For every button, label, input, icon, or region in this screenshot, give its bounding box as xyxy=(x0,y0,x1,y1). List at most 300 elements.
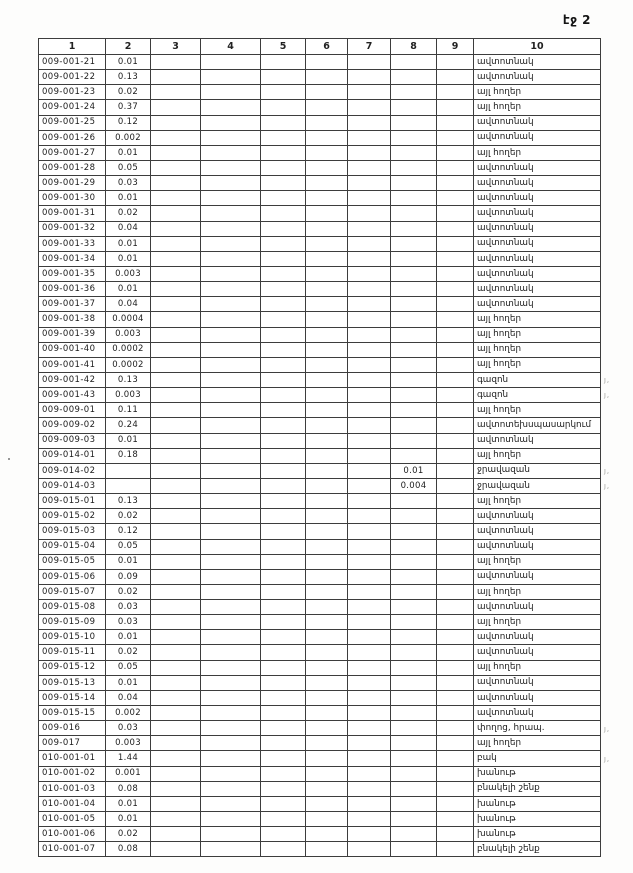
table-row xyxy=(39,357,601,372)
cell-col7 xyxy=(348,282,391,297)
cell-col5 xyxy=(261,630,306,645)
cell-col3 xyxy=(151,721,201,736)
cell-col6 xyxy=(306,236,348,251)
table-row xyxy=(39,191,601,206)
cell-col8 xyxy=(391,509,437,524)
cell-land-use: ավտոտնակ xyxy=(474,55,601,70)
cell-col7 xyxy=(348,494,391,509)
cell-parcel-code: 010-001-07 xyxy=(39,842,106,857)
cell-col9 xyxy=(437,569,474,584)
cell-col4 xyxy=(201,100,261,115)
cell-col8 xyxy=(391,327,437,342)
cell-col4 xyxy=(201,736,261,751)
cell-area: 0.02 xyxy=(106,85,151,100)
cell-land-use: ավտոտնակ xyxy=(474,630,601,645)
cell-col6 xyxy=(306,494,348,509)
cell-col4 xyxy=(201,236,261,251)
cell-area: 0.12 xyxy=(106,115,151,130)
cell-col8 xyxy=(391,706,437,721)
cell-col9 xyxy=(437,660,474,675)
column-header: 8 xyxy=(391,39,437,55)
cell-col3 xyxy=(151,630,201,645)
column-header: 2 xyxy=(106,39,151,55)
cell-col3 xyxy=(151,191,201,206)
cell-col6 xyxy=(306,827,348,842)
cell-area: 0.08 xyxy=(106,781,151,796)
cell-col8 xyxy=(391,160,437,175)
table-row xyxy=(39,796,601,811)
table-row xyxy=(39,721,601,736)
cell-col5 xyxy=(261,675,306,690)
cell-col9 xyxy=(437,524,474,539)
cell-area: 0.18 xyxy=(106,448,151,463)
cell-col7 xyxy=(348,115,391,130)
cell-col7 xyxy=(348,297,391,312)
cell-col3 xyxy=(151,236,201,251)
cell-col5 xyxy=(261,85,306,100)
cell-parcel-code: 009-009-01 xyxy=(39,403,106,418)
cell-col3 xyxy=(151,100,201,115)
cell-land-use: ավտոտնակ xyxy=(474,690,601,705)
cell-col9 xyxy=(437,251,474,266)
cell-col6 xyxy=(306,721,348,736)
cell-area: 0.003 xyxy=(106,327,151,342)
cell-col4 xyxy=(201,221,261,236)
cell-area: 0.13 xyxy=(106,372,151,387)
table-row xyxy=(39,690,601,705)
cell-col7 xyxy=(348,372,391,387)
cell-col5 xyxy=(261,463,306,478)
cell-land-use: խանութ xyxy=(474,827,601,842)
cell-land-use: այլ հողեր xyxy=(474,327,601,342)
cell-col4 xyxy=(201,191,261,206)
cell-col4 xyxy=(201,584,261,599)
cell-col9 xyxy=(437,191,474,206)
cell-area: 0.01 xyxy=(106,282,151,297)
cell-parcel-code: 009-015-02 xyxy=(39,509,106,524)
cell-col8 xyxy=(391,539,437,554)
cell-col6 xyxy=(306,615,348,630)
cell-parcel-code: 009-001-25 xyxy=(39,115,106,130)
cell-parcel-code: 009-001-32 xyxy=(39,221,106,236)
table-body xyxy=(39,55,601,857)
cell-col7 xyxy=(348,403,391,418)
cell-col7 xyxy=(348,130,391,145)
cell-land-use: խանութ xyxy=(474,766,601,781)
cell-area: 0.12 xyxy=(106,524,151,539)
cell-col8: 0.01 xyxy=(391,463,437,478)
page-number-label: էջ 2 xyxy=(562,13,591,27)
cell-col3 xyxy=(151,766,201,781)
cell-col6 xyxy=(306,342,348,357)
cell-col5 xyxy=(261,569,306,584)
cell-area: 0.04 xyxy=(106,690,151,705)
table-row xyxy=(39,751,601,766)
cell-area xyxy=(106,463,151,478)
cell-col3 xyxy=(151,282,201,297)
cell-col8: 0.004 xyxy=(391,478,437,493)
cell-col7 xyxy=(348,312,391,327)
cell-col4 xyxy=(201,675,261,690)
cell-col9 xyxy=(437,221,474,236)
cell-parcel-code: 009-001-38 xyxy=(39,312,106,327)
cell-col9 xyxy=(437,160,474,175)
cell-col9 xyxy=(437,312,474,327)
cell-col5 xyxy=(261,251,306,266)
cell-land-use: ավտոտնակ xyxy=(474,645,601,660)
cell-col8 xyxy=(391,372,437,387)
cell-col8 xyxy=(391,524,437,539)
cell-col5 xyxy=(261,433,306,448)
table-row xyxy=(39,372,601,387)
cell-col8 xyxy=(391,494,437,509)
table-row xyxy=(39,85,601,100)
cell-col5 xyxy=(261,584,306,599)
parcel-table xyxy=(38,38,601,857)
cell-col7 xyxy=(348,55,391,70)
cell-col6 xyxy=(306,751,348,766)
cell-col6 xyxy=(306,781,348,796)
cell-col3 xyxy=(151,388,201,403)
cell-col4 xyxy=(201,206,261,221)
cell-area: 0.02 xyxy=(106,584,151,599)
scan-speck xyxy=(8,458,10,460)
cell-area: 0.01 xyxy=(106,191,151,206)
cell-col9 xyxy=(437,645,474,660)
cell-col8 xyxy=(391,569,437,584)
cell-col6 xyxy=(306,388,348,403)
cell-parcel-code: 009-001-29 xyxy=(39,176,106,191)
table-row xyxy=(39,554,601,569)
cell-col4 xyxy=(201,418,261,433)
table-row xyxy=(39,812,601,827)
cell-parcel-code: 009-001-26 xyxy=(39,130,106,145)
cell-col7 xyxy=(348,842,391,857)
cell-col4 xyxy=(201,448,261,463)
cell-area: 0.0002 xyxy=(106,342,151,357)
cell-col5 xyxy=(261,478,306,493)
table-row xyxy=(39,706,601,721)
cell-col3 xyxy=(151,327,201,342)
cell-col9 xyxy=(437,781,474,796)
cell-area: 0.01 xyxy=(106,251,151,266)
table-row xyxy=(39,433,601,448)
cell-col4 xyxy=(201,463,261,478)
cell-col3 xyxy=(151,615,201,630)
cell-land-use: փողոց, հրապ. xyxy=(474,721,601,736)
cell-col5 xyxy=(261,766,306,781)
cell-col3 xyxy=(151,372,201,387)
cell-col7 xyxy=(348,766,391,781)
cell-col8 xyxy=(391,297,437,312)
cell-col8 xyxy=(391,221,437,236)
cell-col4 xyxy=(201,494,261,509)
cell-col6 xyxy=(306,812,348,827)
cell-col8 xyxy=(391,600,437,615)
cell-col9 xyxy=(437,145,474,160)
cell-parcel-code: 009-015-09 xyxy=(39,615,106,630)
cell-col9 xyxy=(437,388,474,403)
cell-col6 xyxy=(306,191,348,206)
cell-col5 xyxy=(261,812,306,827)
cell-col8 xyxy=(391,842,437,857)
cell-parcel-code: 009-001-27 xyxy=(39,145,106,160)
table-row xyxy=(39,827,601,842)
cell-col3 xyxy=(151,342,201,357)
cell-parcel-code: 009-014-03 xyxy=(39,478,106,493)
cell-col5 xyxy=(261,388,306,403)
cell-col5 xyxy=(261,282,306,297)
cell-land-use: այլ հողեր xyxy=(474,145,601,160)
cell-col3 xyxy=(151,494,201,509)
cell-col9 xyxy=(437,297,474,312)
cell-col7 xyxy=(348,357,391,372)
cell-col7 xyxy=(348,191,391,206)
cell-col9 xyxy=(437,115,474,130)
cell-col3 xyxy=(151,645,201,660)
table-row xyxy=(39,781,601,796)
cell-col4 xyxy=(201,342,261,357)
cell-col4 xyxy=(201,509,261,524)
cell-col8 xyxy=(391,630,437,645)
cell-col3 xyxy=(151,827,201,842)
table-row xyxy=(39,403,601,418)
cell-col9 xyxy=(437,372,474,387)
cell-col8 xyxy=(391,645,437,660)
cell-col7 xyxy=(348,433,391,448)
cell-col7 xyxy=(348,706,391,721)
cell-col7 xyxy=(348,266,391,281)
table-row xyxy=(39,509,601,524)
cell-col4 xyxy=(201,160,261,175)
cell-col3 xyxy=(151,70,201,85)
cell-col6 xyxy=(306,842,348,857)
cell-col7 xyxy=(348,645,391,660)
cell-col5 xyxy=(261,494,306,509)
cell-col5 xyxy=(261,690,306,705)
cell-col3 xyxy=(151,55,201,70)
cell-land-use: ավտոտնակ xyxy=(474,191,601,206)
column-header: 10 xyxy=(474,39,601,55)
cell-area: 0.24 xyxy=(106,418,151,433)
cell-col5 xyxy=(261,796,306,811)
cell-col7 xyxy=(348,584,391,599)
cell-area: 0.05 xyxy=(106,539,151,554)
cell-col3 xyxy=(151,706,201,721)
cell-col6 xyxy=(306,554,348,569)
cell-col5 xyxy=(261,615,306,630)
table-row xyxy=(39,176,601,191)
cell-col7 xyxy=(348,827,391,842)
cell-col3 xyxy=(151,690,201,705)
cell-parcel-code: 009-015-04 xyxy=(39,539,106,554)
cell-area: 0.04 xyxy=(106,297,151,312)
cell-col5 xyxy=(261,327,306,342)
column-header: 3 xyxy=(151,39,201,55)
cell-col6 xyxy=(306,645,348,660)
cell-col8 xyxy=(391,812,437,827)
cell-col5 xyxy=(261,266,306,281)
cell-col8 xyxy=(391,827,437,842)
cell-col8 xyxy=(391,251,437,266)
cell-land-use: խանութ xyxy=(474,796,601,811)
cell-col3 xyxy=(151,251,201,266)
cell-col5 xyxy=(261,191,306,206)
cell-col3 xyxy=(151,85,201,100)
cell-parcel-code: 009-001-41 xyxy=(39,357,106,372)
cell-col7 xyxy=(348,675,391,690)
cell-parcel-code: 009-015-14 xyxy=(39,690,106,705)
cell-col9 xyxy=(437,600,474,615)
cell-col5 xyxy=(261,342,306,357)
cell-land-use: ավտոտնակ xyxy=(474,297,601,312)
cell-parcel-code: 009-009-03 xyxy=(39,433,106,448)
table-row xyxy=(39,630,601,645)
cell-col9 xyxy=(437,690,474,705)
cell-col9 xyxy=(437,539,474,554)
cell-col3 xyxy=(151,221,201,236)
cell-col7 xyxy=(348,812,391,827)
cell-col9 xyxy=(437,751,474,766)
cell-land-use: այլ հողեր xyxy=(474,494,601,509)
cell-col6 xyxy=(306,85,348,100)
cell-col9 xyxy=(437,357,474,372)
cell-col3 xyxy=(151,569,201,584)
cell-col3 xyxy=(151,584,201,599)
cell-area: 0.003 xyxy=(106,266,151,281)
cell-parcel-code: 009-015-10 xyxy=(39,630,106,645)
table-row xyxy=(39,388,601,403)
cell-parcel-code: 009-001-34 xyxy=(39,251,106,266)
cell-col8 xyxy=(391,584,437,599)
table-row xyxy=(39,524,601,539)
cell-col9 xyxy=(437,478,474,493)
cell-col4 xyxy=(201,796,261,811)
cell-land-use: այլ հողեր xyxy=(474,312,601,327)
cell-col3 xyxy=(151,145,201,160)
cell-col3 xyxy=(151,206,201,221)
cell-parcel-code: 009-001-28 xyxy=(39,160,106,175)
cell-col9 xyxy=(437,70,474,85)
cell-col7 xyxy=(348,600,391,615)
cell-col4 xyxy=(201,600,261,615)
cell-parcel-code: 009-015-13 xyxy=(39,675,106,690)
cell-col8 xyxy=(391,312,437,327)
cell-area: 0.002 xyxy=(106,130,151,145)
cell-col8 xyxy=(391,736,437,751)
cell-col6 xyxy=(306,418,348,433)
cell-col6 xyxy=(306,145,348,160)
cell-col7 xyxy=(348,236,391,251)
cell-col4 xyxy=(201,827,261,842)
cell-land-use: այլ հողեր xyxy=(474,554,601,569)
cell-col5 xyxy=(261,509,306,524)
cell-col3 xyxy=(151,266,201,281)
cell-col8 xyxy=(391,433,437,448)
cell-col6 xyxy=(306,160,348,175)
cell-area: 0.02 xyxy=(106,645,151,660)
cell-col6 xyxy=(306,221,348,236)
cell-col4 xyxy=(201,721,261,736)
cell-col7 xyxy=(348,388,391,403)
cell-col7 xyxy=(348,176,391,191)
cell-col9 xyxy=(437,130,474,145)
table-row xyxy=(39,448,601,463)
cell-land-use: ավտոտնակ xyxy=(474,115,601,130)
column-header: 7 xyxy=(348,39,391,55)
cell-col7 xyxy=(348,206,391,221)
cell-parcel-code: 009-015-05 xyxy=(39,554,106,569)
cell-land-use: խանութ xyxy=(474,812,601,827)
cell-col3 xyxy=(151,176,201,191)
cell-area: 0.001 xyxy=(106,766,151,781)
cell-land-use: այլ հողեր xyxy=(474,100,601,115)
cell-col9 xyxy=(437,206,474,221)
cell-land-use: ավտոտնակ xyxy=(474,282,601,297)
cell-land-use: ջրավազան xyxy=(474,463,601,478)
cell-col7 xyxy=(348,796,391,811)
cell-col6 xyxy=(306,206,348,221)
cell-col8 xyxy=(391,675,437,690)
cell-col4 xyxy=(201,312,261,327)
cell-col9 xyxy=(437,403,474,418)
cell-col6 xyxy=(306,251,348,266)
cell-area: 0.01 xyxy=(106,796,151,811)
cell-col7 xyxy=(348,448,391,463)
cell-col3 xyxy=(151,660,201,675)
cell-col7 xyxy=(348,221,391,236)
table-row xyxy=(39,494,601,509)
cell-col6 xyxy=(306,70,348,85)
cell-land-use: ավտոտնակ xyxy=(474,539,601,554)
cell-col6 xyxy=(306,509,348,524)
cell-col8 xyxy=(391,282,437,297)
cell-col3 xyxy=(151,600,201,615)
cell-area: 0.03 xyxy=(106,600,151,615)
cell-col8 xyxy=(391,206,437,221)
cell-col6 xyxy=(306,630,348,645)
table-row xyxy=(39,539,601,554)
cell-land-use: ավտոտնակ xyxy=(474,251,601,266)
cell-col9 xyxy=(437,85,474,100)
cell-col5 xyxy=(261,554,306,569)
cell-col3 xyxy=(151,297,201,312)
cell-col3 xyxy=(151,403,201,418)
cell-col4 xyxy=(201,70,261,85)
cell-col5 xyxy=(261,660,306,675)
cell-col5 xyxy=(261,403,306,418)
cell-land-use: բնակելի շենք xyxy=(474,842,601,857)
cell-col7 xyxy=(348,160,391,175)
cell-land-use: այլ հողեր xyxy=(474,357,601,372)
cell-col5 xyxy=(261,706,306,721)
cell-area: 0.02 xyxy=(106,206,151,221)
cell-col4 xyxy=(201,645,261,660)
cell-parcel-code: 010-001-03 xyxy=(39,781,106,796)
table-row xyxy=(39,675,601,690)
cell-area: 0.04 xyxy=(106,221,151,236)
cell-col8 xyxy=(391,690,437,705)
cell-col3 xyxy=(151,478,201,493)
cell-col3 xyxy=(151,130,201,145)
cell-land-use: բակ xyxy=(474,751,601,766)
cell-col8 xyxy=(391,115,437,130)
cell-area: 0.02 xyxy=(106,509,151,524)
margin-note: յ, xyxy=(604,754,611,763)
cell-area: 1.44 xyxy=(106,751,151,766)
cell-col3 xyxy=(151,418,201,433)
cell-col5 xyxy=(261,600,306,615)
